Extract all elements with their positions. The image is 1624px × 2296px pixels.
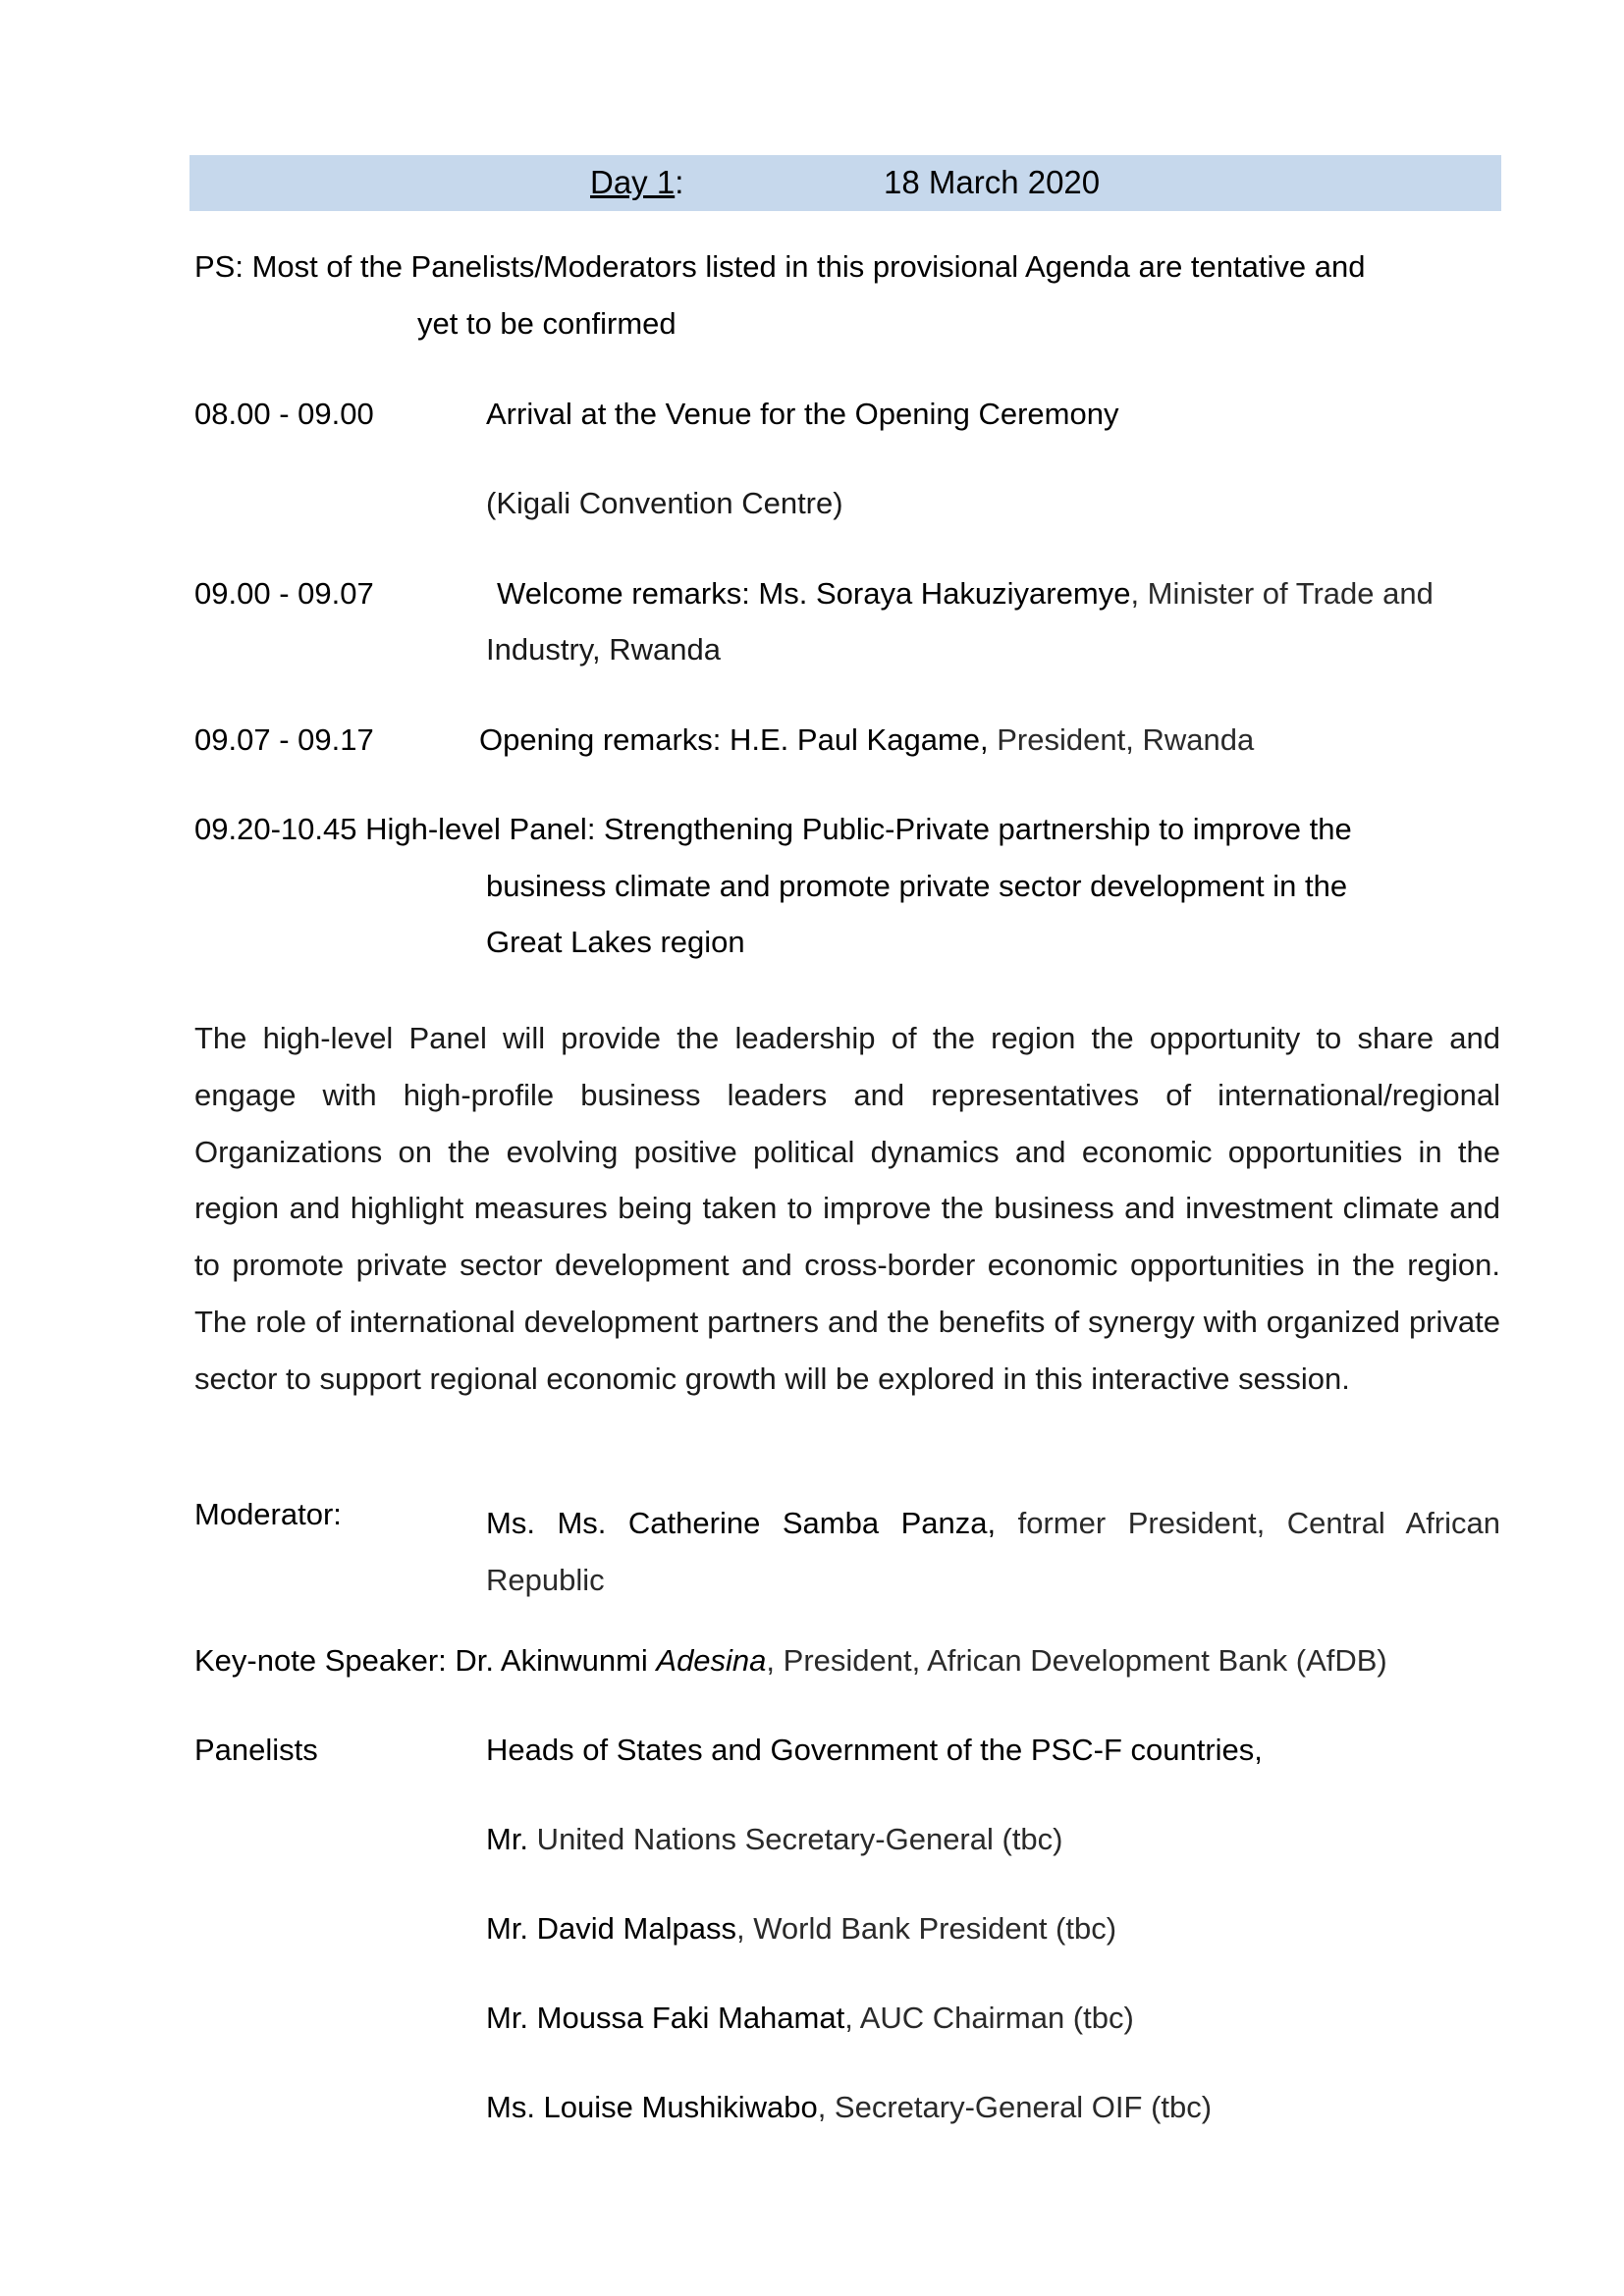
day-label-wrap <box>590 163 683 202</box>
moderator-label: Moderator: <box>194 1497 342 1531</box>
agenda-detail-2a: , Minister of Trade and <box>1130 576 1434 611</box>
panelist-role: , AUC Chairman (tbc) <box>844 2001 1134 2035</box>
panel-description: The high-level Panel will provide the leadership of the region the opportunity to share and engage with high-profile business leaders and representatives of international/regional Organizations on the evolving positive political dynamics and economic opportunities in the region and highlight measures being taken to improve the business and investment climate and to promote private sector development and cross-border economic opportunities in the region. The role of international development partners and the benefits of synergy with organized private sector to support regional economic growth will be explored in this interactive session. <box>194 1021 1500 1396</box>
panelist-role: United Nations Secretary-General (tbc) <box>528 1822 1063 1856</box>
panelist-name: Mr. <box>486 1822 529 1856</box>
agenda-time-1: 08.00 - 09.00 <box>194 397 374 431</box>
day-date: 18 March 2020 <box>884 164 1101 200</box>
panelist-item <box>486 2088 1212 2127</box>
agenda-time-3: 09.07 - 09.17 <box>194 722 374 757</box>
moderator-name: Ms. Ms. Catherine Samba Panza, <box>486 1506 997 1540</box>
keynote-surname: Adesina <box>656 1643 767 1678</box>
agenda-detail-2b: Industry, Rwanda <box>486 632 721 667</box>
panelists-label: Panelists <box>194 1733 318 1767</box>
panelists-heads: Heads of States and Government of the PSC-F countries, <box>486 1733 1263 1767</box>
agenda-panel-title-3: Great Lakes region <box>486 925 745 959</box>
agenda-title-2: Welcome remarks: Ms. Soraya Hakuziyaremye <box>497 576 1131 611</box>
agenda-detail-3: President, Rwanda <box>988 722 1255 757</box>
ps-note-line1: PS: Most of the Panelists/Moderators listed in this provisional Agenda are tentative and <box>194 249 1366 284</box>
moderator-role: former President, Central African Republic <box>486 1506 1500 1597</box>
agenda-title-3: Opening remarks: H.E. Paul Kagame, <box>479 722 989 757</box>
day-colon: : <box>675 164 684 200</box>
day-label: Day 1 <box>590 164 676 200</box>
agenda-panel-title-2: business climate and promote private sector development in the <box>486 869 1348 903</box>
agenda-title-3-wrap <box>479 721 1254 760</box>
agenda-title-2-wrap <box>497 574 1434 614</box>
day-header-bar <box>189 155 1501 211</box>
agenda-title-1: Arrival at the Venue for the Opening Ceremony <box>486 397 1119 431</box>
panelist-name: Mr. Moussa Faki Mahamat <box>486 2001 845 2035</box>
keynote-label: Key-note Speaker: Dr. Akinwunmi <box>194 1643 657 1678</box>
panelist-item <box>486 1999 1134 2038</box>
panelist-item <box>486 1909 1116 1949</box>
keynote-line <box>194 1641 1387 1681</box>
panelist-name: Ms. Louise Mushikiwabo <box>486 2090 818 2124</box>
panelist-item <box>486 1820 1063 1859</box>
agenda-note-1: (Kigali Convention Centre) <box>486 486 843 520</box>
agenda-time-2: 09.00 - 09.07 <box>194 576 374 611</box>
panelist-role: , World Bank President (tbc) <box>735 1911 1117 1946</box>
keynote-role: , President, African Development Bank (AfDB) <box>766 1643 1387 1678</box>
agenda-panel-title-1: 09.20-10.45 High-level Panel: Strengthening Public-Private partnership to improve the <box>194 812 1352 846</box>
panelist-name: Mr. David Malpass <box>486 1911 736 1946</box>
moderator-block <box>486 1495 1500 1609</box>
ps-note-line2: yet to be confirmed <box>417 306 677 341</box>
panelist-role: , Secretary-General OIF (tbc) <box>817 2090 1213 2124</box>
